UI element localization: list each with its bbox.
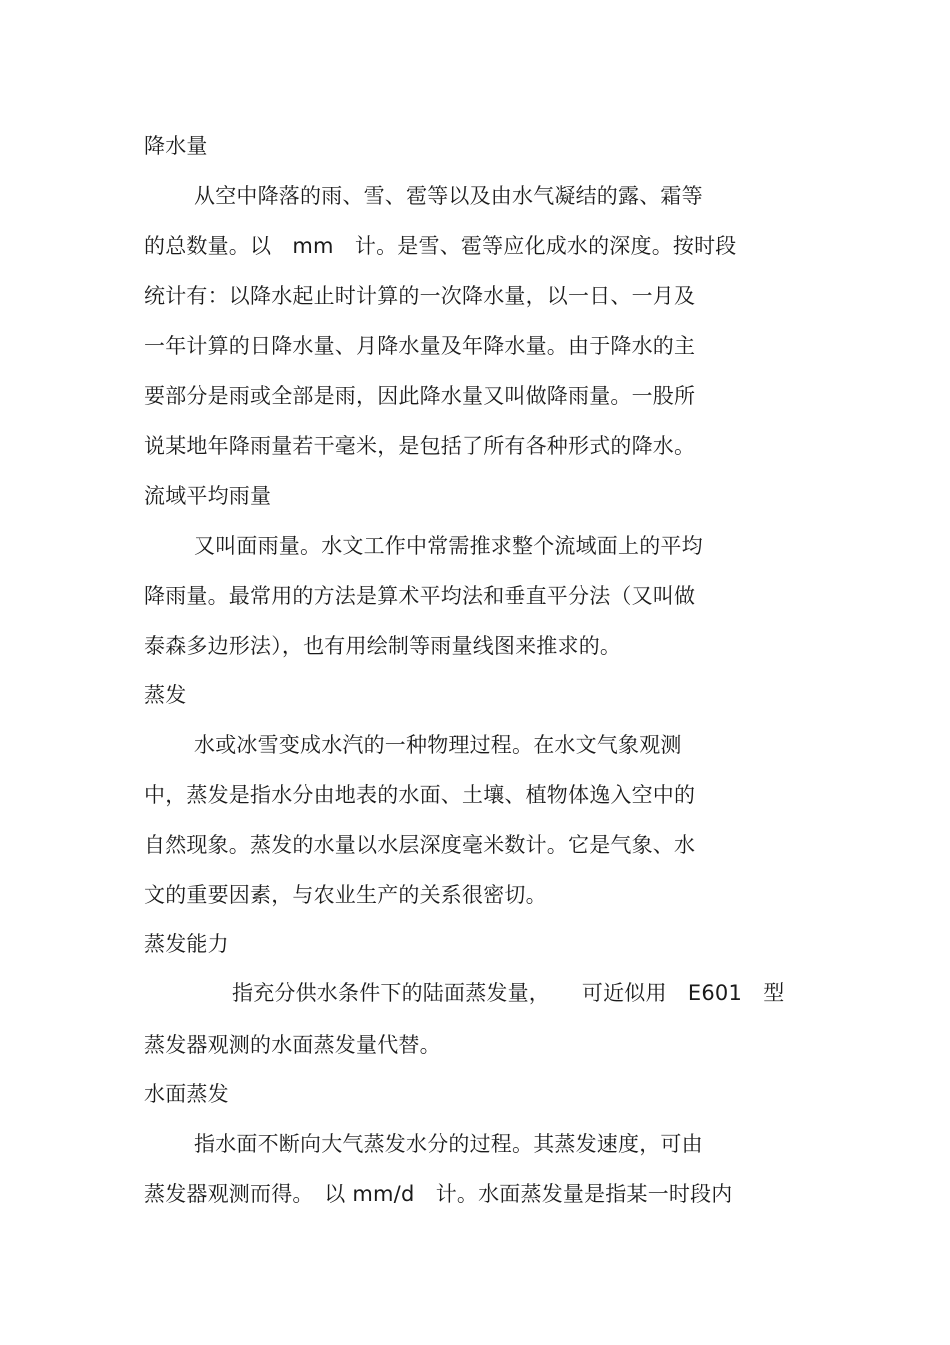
paragraph-line: 自然现象。蒸发的水量以水层深度毫米数计。它是气象、水: [144, 833, 696, 857]
section-heading: 流域平均雨量: [144, 484, 272, 508]
paragraph-line: 泰森多边形法），也有用绘制等雨量线图来推求的。: [144, 634, 622, 658]
paragraph-line: 蒸发器观测的水面蒸发量代替。: [144, 1033, 441, 1057]
paragraph-line: 又叫面雨量。水文工作中常需推求整个流域面上的平均: [194, 534, 703, 558]
paragraph-line: 指水面不断向大气蒸发水分的过程。其蒸发速度，可由: [194, 1132, 703, 1156]
paragraph-line: 从空中降落的雨、雪、雹等以及由水气凝结的露、霜等: [194, 184, 703, 208]
paragraph-line: 蒸发器观测而得。 以 mm/d 计。水面蒸发量是指某一时段内: [144, 1182, 733, 1206]
section-heading: 降水量: [144, 134, 208, 158]
paragraph-line: 要部分是雨或全部是雨，因此降水量又叫做降雨量。一股所: [144, 384, 696, 408]
paragraph-line: 降雨量。最常用的方法是算术平均法和垂直平分法（又叫做: [144, 584, 696, 608]
paragraph-line: 说某地年降雨量若干毫米，是包括了所有各种形式的降水。: [144, 434, 696, 458]
paragraph-line: 统计有：以降水起止时计算的一次降水量，以一日、一月及: [144, 284, 696, 308]
section-heading: 蒸发能力: [144, 932, 229, 956]
paragraph-line: 中，蒸发是指水分由地表的水面、土壤、植物体逸入空中的: [144, 783, 696, 807]
paragraph-line: 一年计算的日降水量、月降水量及年降水量。由于降水的主: [144, 334, 696, 358]
paragraph-line: 文的重要因素，与农业生产的关系很密切。: [144, 883, 547, 907]
paragraph-line: 的总数量。以 mm 计。是雪、雹等应化成水的深度。按时段: [144, 234, 737, 258]
paragraph-line: 水或冰雪变成水汽的一种物理过程。在水文气象观测: [194, 733, 682, 757]
section-heading: 蒸发: [144, 683, 187, 707]
paragraph-line: 指充分供水条件下的陆面蒸发量， 可近似用 E601 型: [232, 981, 785, 1005]
section-heading: 水面蒸发: [144, 1082, 229, 1106]
